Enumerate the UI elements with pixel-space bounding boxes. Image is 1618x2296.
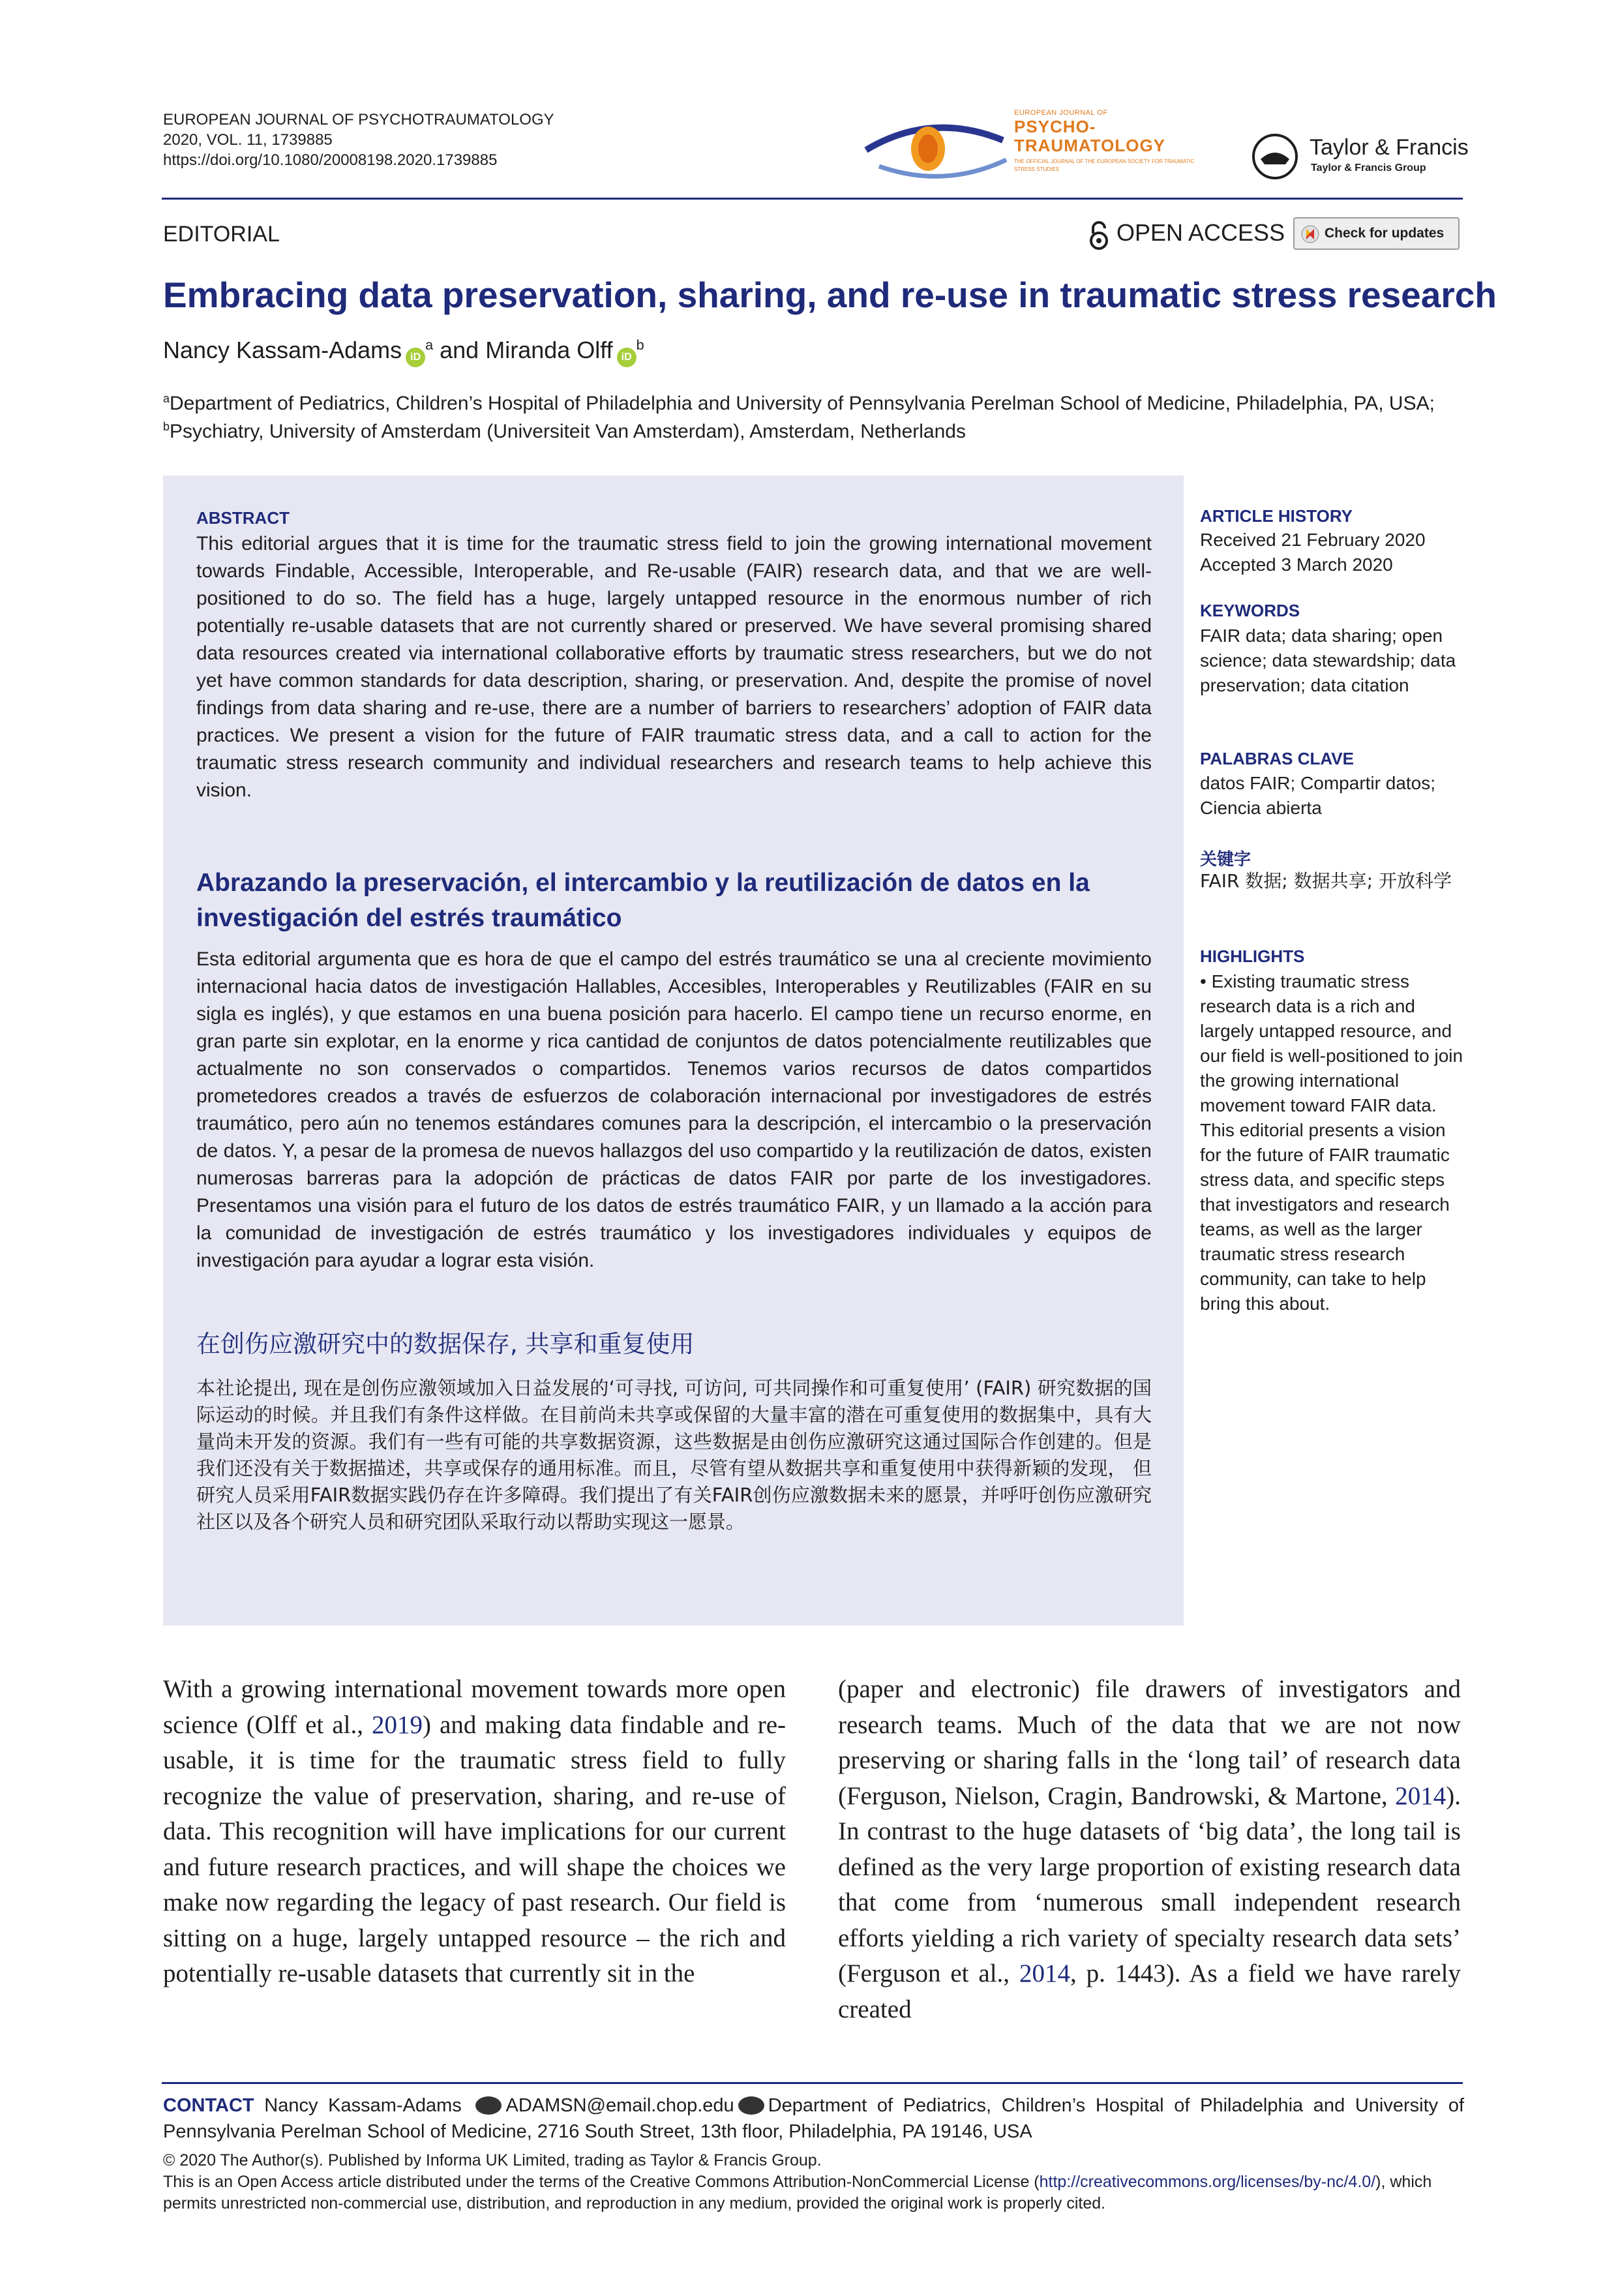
journal-doi[interactable]: https://doi.org/10.1080/20008198.2020.1739885 xyxy=(163,151,498,169)
address-icon xyxy=(738,2096,764,2115)
received-date: Received 21 February 2020 xyxy=(1200,530,1426,550)
orcid-icon[interactable]: iD xyxy=(617,348,637,367)
journal-volume: 2020, VOL. 11, 1739885 xyxy=(163,131,333,149)
chinese-keywords-heading: 关键字 xyxy=(1200,850,1251,869)
contact-label: CONTACT xyxy=(163,2095,254,2116)
keywords: FAIR data; data sharing; open science; data stewardship; data preservation; data citation xyxy=(1200,626,1456,695)
citation-link[interactable]: 2019 xyxy=(372,1710,423,1739)
contact-name: Nancy Kassam-Adams xyxy=(254,2095,472,2116)
author-name[interactable]: Miranda Olff xyxy=(485,337,613,363)
abstract-text: This editorial argues that it is time for the traumatic stress field to join the growing international movement towards Findable, Accessible, Interoperable, and Re-usable (FAIR) research data, and that we are well-positioned to do so. The field has a huge, largely untapped resource in the enormous number of rich potentially re-usable datasets that are not currently shared or preserved. We have several promising shared data resources created via international collaborative efforts by traumatic stress researchers, but we do not yet have common standards for data description, sharing, or preservation. And, despite the promise of novel findings from data sharing and re-use, there are a number of barriers to researchers’ adoption of FAIR data practices. We present a vision for the future of FAIR traumatic stress data, and a call to action for the traumatic stress research community and individual researchers and research teams to help achieve this vision. xyxy=(196,533,1152,801)
spanish-abstract: Esta editorial argumenta que es hora de que el campo del estrés traumático se una al creciente movimiento internacional hacia datos de investigación Hallables, Accesibles, Interoperables y Reutilizables (FAIR en su sigla es inglés), y que estamos en una buena posición para hacerlo. El campo tiene un recurso enorme, en gran parte sin explotar, en la enorme y rica cantidad de conjuntos de datos potencialmente reutilizables que actualmente no son conservados o compartidos. Tenemos varios recursos de datos compartidos prometedores creados a través de esfuerzos de colaboración internacional por investigadores de estrés traumático, pero aún no tenemos estándares comunes para la descripción, el intercambio o la preservación de datos. Y, a pesar de la promesa de nuevos hallazgos del uso compartido y la reutilización de datos, existen numerosas barreras para la adopción de prácticas de datos FAIR por parte de los investigadores. Presentamos una visión para el futuro de los datos de estrés traumático FAIR, y un llamado a la acción para la comunidad de investigación de estrés traumático y los investigadores individuales y equipos de investigación para ayudar a lograr esta visión. xyxy=(196,948,1152,1271)
body-column-right: (paper and electronic) file drawers of investigators and research teams. Much of the data that we are not now preserving or sharing falls in the ‘long tail’ of research data (Ferguson, Nielson, Cragin, Bandrowski, & Martone, 2014). In contrast to the huge datasets of ‘big data’, the long tail is defined as the very large proportion of existing research data that come from ‘numerous small independent research efforts yielding a rich variety of specialty research data sets’ (Ferguson et al., 2014, p. 1443). As a field we have rarely created xyxy=(838,1675,1461,2023)
article-type: EDITORIAL xyxy=(163,222,280,247)
publisher-name: Taylor & Francis xyxy=(1310,135,1469,160)
journal-name: EUROPEAN JOURNAL OF PSYCHOTRAUMATOLOGY xyxy=(163,111,554,128)
footer-divider xyxy=(162,2082,1463,2084)
license-link[interactable]: http://creativecommons.org/licenses/by-nc/4.0/ xyxy=(1039,2173,1376,2191)
palabras-clave-heading: PALABRAS CLAVE xyxy=(1200,749,1354,768)
accepted-date: Accepted 3 March 2020 xyxy=(1200,554,1393,575)
spanish-title: Abrazando la preservación, el intercambio y la reutilización de datos en la investigación del estrés traumático xyxy=(196,869,1090,932)
copyright: © 2020 The Author(s). Published by Informa UK Limited, trading as Taylor & Francis Group. xyxy=(163,2151,822,2169)
journal-meta xyxy=(163,110,554,170)
keywords-heading: KEYWORDS xyxy=(1200,601,1300,620)
contact-info xyxy=(163,2092,1464,2145)
highlights: • Existing traumatic stress research data is a rich and largely untapped resource, and our field is well-positioned to join the growing international movement toward FAIR data. This editorial presents a vision for the future of FAIR traumatic stress data, and specific steps that investigators and research teams, as well as the larger traumatic stress research community, can take to help bring this about. xyxy=(1200,971,1463,1314)
chinese-title: 在创伤应激研究中的数据保存, 共享和重复使用 xyxy=(196,1330,695,1358)
license: This is an Open Access article distributed under the terms of the Creative Commons Attribution-NonCommercial License (http://creativecommons.org/licenses/by-nc/4.0/), which permits unrestricted non-commercial use, distribution, and reproduction in any medium, provided the original work is properly cited. xyxy=(163,2173,1432,2213)
journal-logo-text: EUROPEAN JOURNAL OF PSYCHO- TRAUMATOLOGY THE OFFICIAL JOURNAL OF THE EUROPEAN SOCIETY FOR TRAUMATIC STRESS STUDIES xyxy=(1014,109,1195,172)
palabras-clave: datos FAIR; Compartir datos; Ciencia abierta xyxy=(1200,773,1436,818)
open-access-label: OPEN ACCESS xyxy=(1116,219,1285,246)
abstract-heading: ABSTRACT xyxy=(196,508,290,528)
article-history-heading: ARTICLE HISTORY xyxy=(1200,506,1353,526)
contact-address: Department of Pediatrics, Children’s Hospital of Philadelphia and University of Pennsylvania Perelman School of Medicine, 2716 South Street, 13th floor, Philadelphia, PA 19146, USA xyxy=(163,2095,1465,2142)
article-title: Embracing data preservation, sharing, and re-use in traumatic stress research xyxy=(163,275,1497,315)
orcid-icon[interactable]: iD xyxy=(406,348,425,367)
chinese-keywords: FAIR 数据; 数据共享; 开放科学 xyxy=(1200,870,1452,892)
affiliations: $^a$Department of Pediatrics, Children’s Hospital of Philadelphia and University of Pennsylvania Perelman School of Medicine, Philadelphia, PA, USA; $^b$Psychiatry, University of Amsterdam (Universiteit Van Amsterdam), Amsterdam, Netherlands xyxy=(163,392,1435,442)
author-name[interactable]: Nancy Kassam-Adams xyxy=(163,337,402,363)
authors xyxy=(163,337,644,367)
article-history xyxy=(1200,528,1467,577)
author-separator: and xyxy=(433,337,486,363)
publisher-group: Taylor & Francis Group xyxy=(1311,162,1426,174)
affiliation-marker: a xyxy=(425,337,434,353)
citation-link[interactable]: 2014 xyxy=(1019,1959,1070,1987)
citation-link[interactable]: 2014 xyxy=(1395,1781,1446,1810)
email-icon xyxy=(475,2096,502,2115)
open-access-icon xyxy=(1088,220,1110,250)
highlights-heading: HIGHLIGHTS xyxy=(1200,946,1305,966)
check-updates-button[interactable]: Check for updates xyxy=(1293,217,1460,250)
crossmark-icon xyxy=(1301,225,1319,243)
affiliation-marker: b xyxy=(636,337,644,353)
contact-email[interactable]: ADAMSN@email.chop.edu xyxy=(505,2095,734,2116)
chinese-abstract: 本社论提出, 现在是创伤应激领域加入日益发展的‘可寻找, 可访问, 可共同操作和可重复使用’ (FAIR) 研究数据的国际运动的时候。并且我们有条件这样做。在目前尚未共享或保留的大量丰富的潜在可重复使用的数据集中，具有大量尚未开发的资源。我们有一些有可能的共享数据资源，这些数据是由创伤应激研究这通过国际合作创建的。但是我们还没有关于数据描述，共享或保存的通用标准。而且，尽管有望从数据共享和重复使用中获得新颖的发现， 但研究人员采用FAIR数据实践仍存在许多障碍。我们提出了有关FAIR创伤应激数据未来的愿景，并呼吁创伤应激研究社区以及各个研究人员和研究团队采取行动以帮助实现这一愿景。 xyxy=(196,1377,1152,1533)
body-column-left: With a growing international movement towards more open science (Olff et al., 2019) and making data findable and re-usable, it is time for the traumatic stress field to fully recognize the value of preservation, sharing, and re-use of data. This recognition will have implications for our current and future research practices, and will shape the choices we make now regarding the legacy of past research. Our field is sitting on a huge, largely untapped resource – the rich and potentially re-usable datasets that currently sit in the xyxy=(163,1675,787,1987)
header-divider xyxy=(162,198,1463,200)
